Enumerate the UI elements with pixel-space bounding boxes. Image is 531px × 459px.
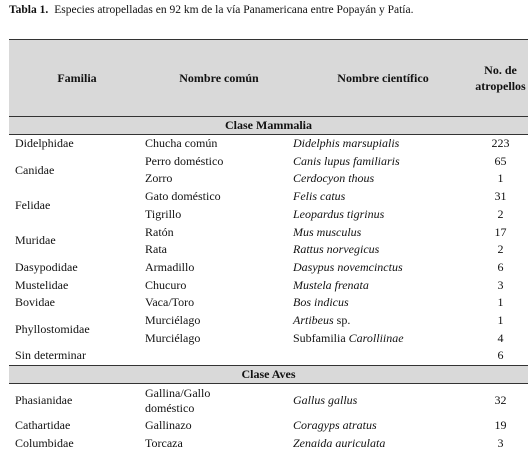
table-row (9, 277, 528, 295)
cientifico-cell: Zenaida auriculata (293, 435, 386, 450)
cientifico-cell: Canis lupus familiaris (293, 153, 400, 168)
cientifico-cell: Felis catus (293, 189, 346, 204)
cientifico-cell: Rattus norvegicus (293, 242, 380, 257)
comun-cell: Gallina/Gallo doméstico (145, 385, 211, 415)
comun-cell: Armadillo (145, 259, 195, 274)
comun-cell: Zorro (145, 171, 173, 186)
comun-cell: Tigrillo (145, 206, 182, 221)
cientifico-cell: Didelphis marsupialis (293, 136, 400, 150)
count-cell: 223 (491, 136, 510, 150)
familia-cell: Dasypodidae (15, 259, 78, 274)
familia-cell: Phasianidae (15, 392, 73, 407)
comun-cell: Murciélago (145, 313, 201, 328)
comun-cell: Gallinazo (145, 418, 192, 433)
table-caption (9, 4, 413, 16)
familia-cell: Muridae (15, 233, 56, 248)
table-row (9, 347, 528, 365)
comun-cell: Murciélago (145, 330, 201, 345)
table-row (9, 188, 528, 206)
cientifico-cell: Cerdocyon thous (293, 171, 375, 186)
cientifico-cell: Leopardus tigrinus (293, 206, 385, 221)
familia-cell: Canidae (15, 162, 55, 177)
class-title: Clase Aves (9, 366, 528, 384)
header-nombre-comun: Nombre común (145, 40, 293, 117)
count-cell: 2 (497, 206, 504, 221)
header-atropellos: No. de atropellos (473, 40, 528, 117)
table-row (9, 224, 528, 242)
comun-cell: Chucuro (145, 277, 187, 292)
header-familia: Familia (9, 40, 145, 117)
count-cell: 6 (497, 348, 504, 363)
cientifico-cell: Gallus gallus (293, 392, 358, 407)
cientifico-cell: Bos indicus (293, 295, 349, 310)
count-cell: 19 (494, 418, 507, 433)
count-cell: 32 (494, 392, 507, 407)
header-nombre-cientifico: Nombre científico (293, 40, 473, 117)
familia-cell: Columbidae (15, 435, 74, 450)
class-row-aves (9, 366, 528, 384)
familia-cell: Sin determinar (15, 348, 86, 363)
class-row-mammalia (9, 117, 528, 135)
comun-cell: Vaca/Toro (145, 295, 195, 310)
header-row (9, 40, 528, 117)
cientifico-cell: Mustela frenata (293, 277, 369, 292)
count-cell: 1 (497, 295, 504, 310)
count-cell: 1 (497, 313, 504, 328)
count-cell: 17 (494, 224, 507, 239)
count-cell: 1 (497, 171, 504, 186)
familia-cell: Didelphidae (15, 136, 74, 150)
familia-cell: Felidae (15, 197, 51, 212)
table-row (9, 384, 528, 418)
familia-cell: Mustelidae (15, 277, 69, 292)
comun-cell (145, 347, 293, 365)
count-cell: 31 (494, 189, 507, 204)
count-cell: 6 (497, 259, 504, 274)
comun-cell: Gato doméstico (145, 189, 221, 204)
cientifico-cell: Artibeus sp. (293, 313, 351, 328)
table-row (9, 312, 528, 330)
table-row (9, 153, 528, 171)
count-cell: 3 (497, 277, 504, 292)
table-row (9, 417, 528, 435)
species-table (9, 39, 528, 453)
cientifico-cell: Coragyps atratus (293, 418, 377, 433)
table-row (9, 294, 528, 312)
class-title: Clase Mammalia (9, 117, 528, 135)
comun-cell: Chucha común (145, 136, 218, 150)
cientifico-cell: Subfamilia Carolliinae (293, 330, 404, 345)
familia-cell: Phyllostomidae (15, 321, 90, 336)
count-cell: 65 (494, 153, 507, 168)
caption-label: Tabla 1. (9, 4, 49, 16)
caption-text: Especies atropelladas en 92 km de la vía Panamericana entre Popayán y Patía. (54, 4, 414, 16)
comun-cell: Perro doméstico (145, 153, 224, 168)
cientifico-cell: Mus musculus (293, 224, 362, 239)
cientifico-cell: Dasypus novemcinctus (293, 259, 403, 274)
cientifico-cell (293, 347, 473, 365)
familia-cell: Bovidae (15, 295, 55, 310)
comun-cell: Rata (145, 242, 167, 257)
comun-cell: Ratón (145, 224, 174, 239)
table-row (9, 259, 528, 277)
comun-cell: Torcaza (145, 435, 183, 450)
table-row (9, 135, 528, 153)
count-cell: 2 (497, 242, 504, 257)
table-row (9, 435, 528, 453)
count-cell: 3 (497, 435, 504, 450)
count-cell: 4 (497, 330, 504, 345)
familia-cell: Cathartidae (15, 418, 71, 433)
